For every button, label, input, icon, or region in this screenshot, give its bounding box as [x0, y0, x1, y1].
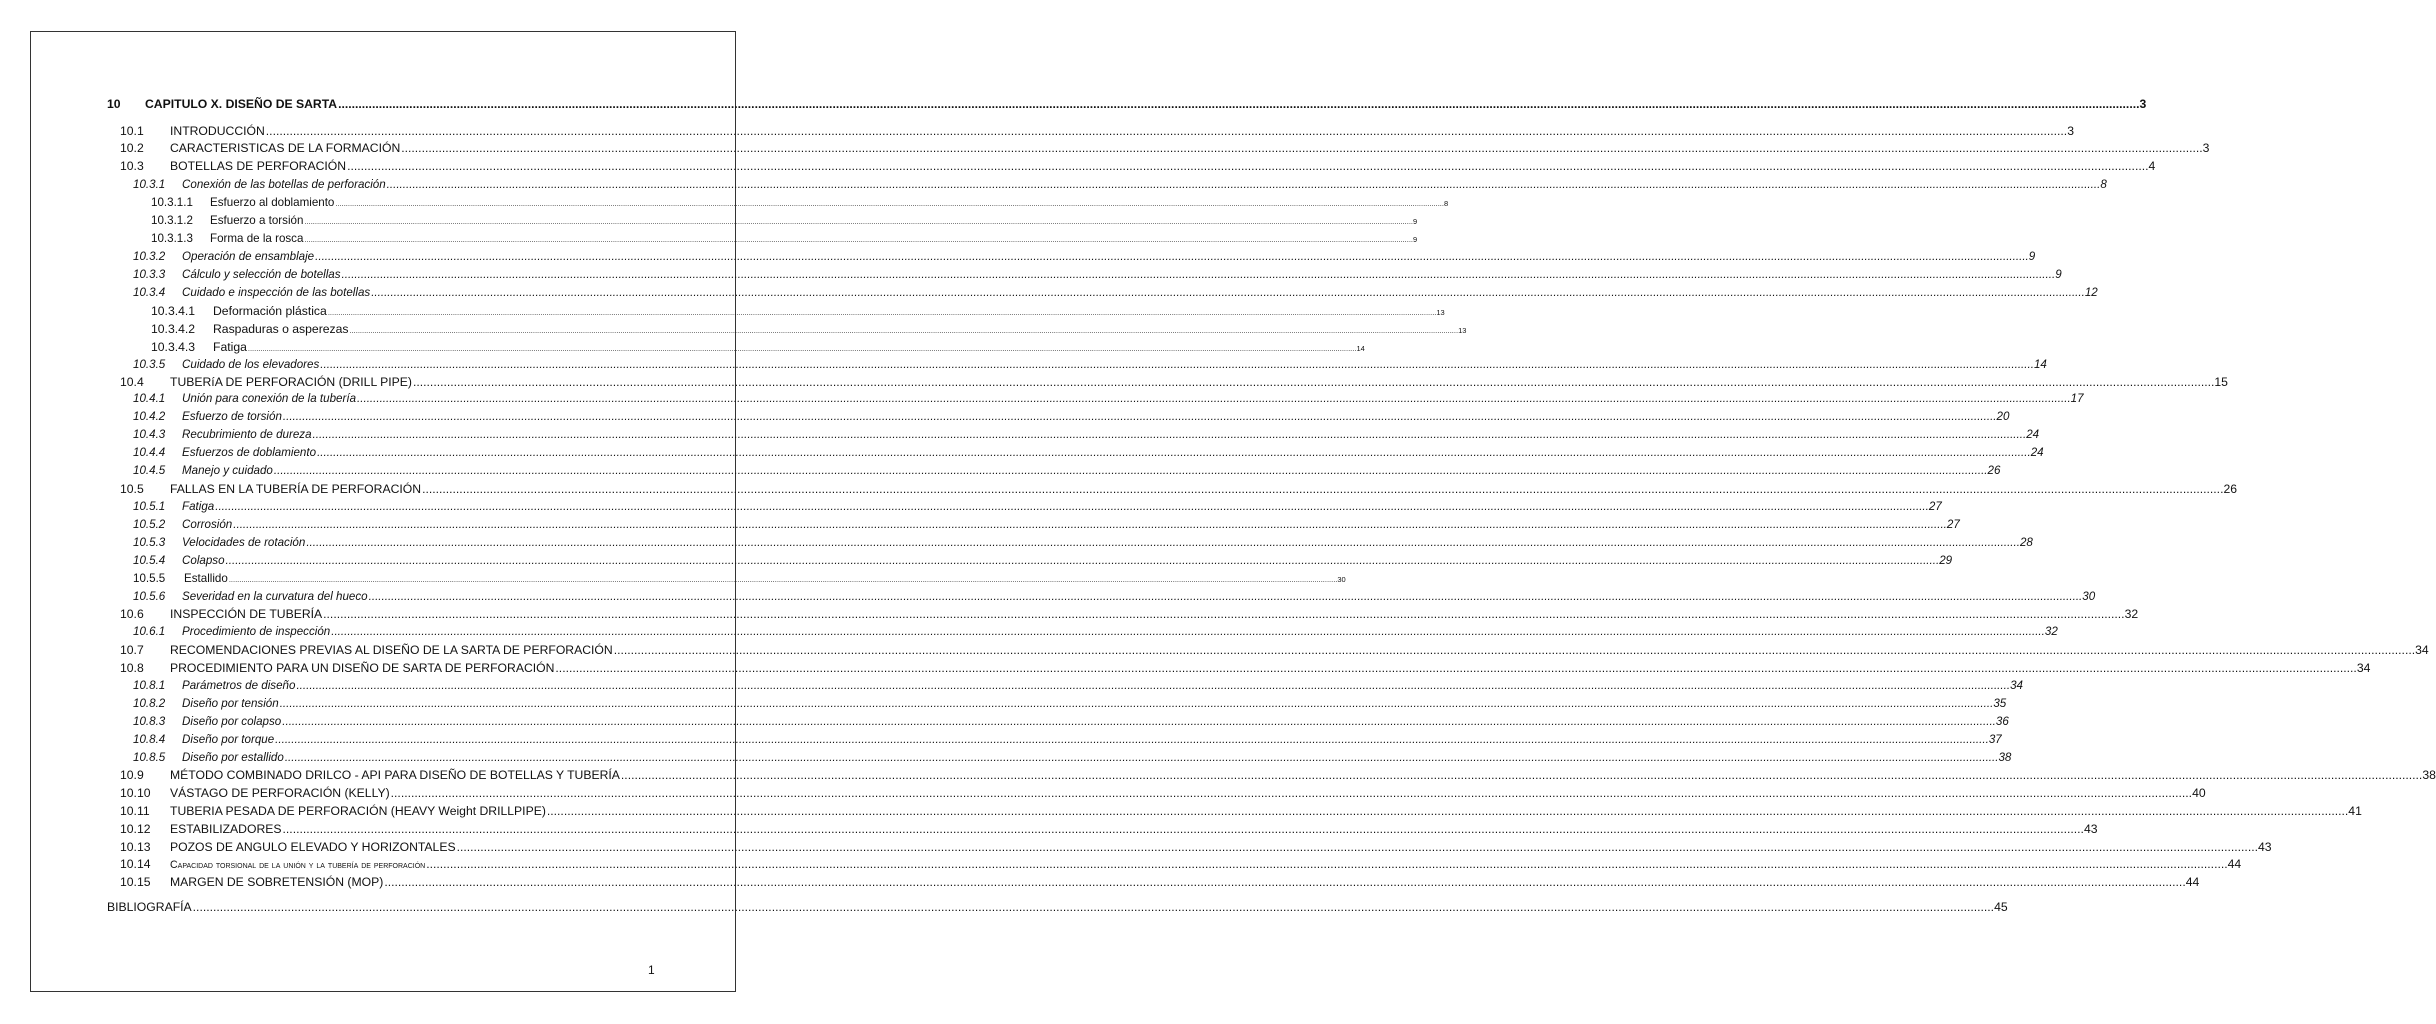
toc-entry[interactable]	[120, 875, 2200, 893]
dot-leader	[331, 625, 2045, 638]
toc-entry-page: 45	[1994, 900, 2008, 914]
toc-entry-number: 10.12	[120, 822, 151, 836]
toc-entry-page: 17	[2070, 392, 2084, 405]
toc-entry-number: 10.3.1.1	[151, 196, 193, 209]
toc-entry-title: Corrosión	[182, 518, 233, 531]
toc-entry-number: 10.14	[120, 857, 151, 871]
toc-entry-page: 3	[2202, 141, 2210, 155]
toc-entry-page: 36	[1995, 715, 2009, 728]
toc-entry-number: 10.2	[120, 141, 144, 155]
toc-entry-page: 13	[1436, 308, 1445, 317]
toc-entry-title: Estallido	[184, 572, 228, 585]
toc-entry-number: 10.5.1	[133, 500, 166, 513]
toc-entry-number: 10.1	[120, 124, 144, 138]
toc-entry-title: Cálculo y selección de botellas	[182, 268, 341, 281]
toc-entry-number: 10.5.2	[133, 518, 166, 531]
toc-entry[interactable]	[133, 250, 2036, 268]
toc-entry-page: 28	[2019, 536, 2033, 549]
dot-leader	[274, 464, 1988, 477]
toc-entry-number: 10.3.4.3	[151, 340, 196, 354]
dot-leader	[338, 97, 2139, 111]
toc-entry[interactable]	[133, 428, 2040, 446]
toc-entry-title: INSPECCIÓN DE TUBERÍA	[170, 607, 323, 621]
dot-leader	[387, 178, 2101, 191]
toc-entry[interactable]	[120, 159, 2156, 177]
toc-entry[interactable]	[133, 733, 2002, 751]
dot-leader	[426, 857, 2227, 871]
dot-leader	[215, 500, 1929, 513]
toc-entry-page: 34	[2356, 661, 2371, 675]
toc-entry-number: 10.4.1	[133, 392, 166, 405]
toc-entry-number: 10.4.5	[133, 464, 166, 477]
toc-entry[interactable]	[120, 141, 2210, 159]
dot-leader	[280, 697, 1994, 710]
toc-entry-title: Diseño por estallido	[182, 751, 284, 764]
toc-entry-title: Esfuerzos de doblamiento	[182, 446, 317, 459]
toc-entry[interactable]	[133, 715, 2009, 733]
toc-entry-title: Diseño por tensión	[182, 697, 279, 710]
toc-entry[interactable]	[133, 500, 1942, 518]
toc-entry-page: 32	[2124, 607, 2139, 621]
toc-entry-title: Esfuerzo a torsión	[210, 214, 304, 227]
toc-entry-title: Unión para conexión de la tubería	[182, 392, 357, 405]
toc-entry[interactable]	[120, 661, 2371, 679]
toc-entry-page: 20	[1996, 410, 2010, 423]
toc-entry-page: 38	[2422, 768, 2436, 782]
toc-entry[interactable]	[120, 857, 2242, 875]
dot-leader	[313, 428, 2027, 441]
toc-entry-title: BIBLIOGRAFÍA	[107, 900, 192, 914]
toc-entry-title: RECOMENDACIONES PREVIAS AL DISEÑO DE LA SARTA DE PERFORACIÓN	[170, 643, 613, 657]
toc-entry-number: 10.5.6	[133, 590, 166, 603]
dot-leader	[229, 575, 1338, 584]
toc-entry-page: 9	[2055, 268, 2062, 281]
dot-leader	[328, 308, 1437, 317]
toc-entry[interactable]	[107, 900, 2008, 918]
toc-entry-page: 9	[1413, 235, 1418, 244]
toc-entry-number: 10.8	[120, 661, 144, 675]
toc-entry[interactable]	[133, 392, 2084, 410]
toc-entry-page: 24	[2030, 446, 2044, 459]
dot-leader	[306, 536, 2020, 549]
dot-leader	[413, 375, 2214, 389]
toc-entry-title: Procedimiento de inspección	[182, 625, 331, 638]
toc-entry-title: Forma de la rosca	[210, 232, 304, 245]
toc-entry-title: Colapso	[182, 554, 225, 567]
toc-entry-page: 27	[1928, 500, 1942, 513]
toc-entry-page: 44	[2185, 875, 2200, 889]
toc-entry-number: 10.4	[120, 375, 144, 389]
dot-leader	[391, 786, 2192, 800]
toc-entry-number: 10.3.2	[133, 250, 166, 263]
toc-entry-title: Operación de ensamblaje	[182, 250, 315, 263]
toc-entry-title: Manejo y cuidado	[182, 464, 273, 477]
toc-entry-number: 10.3.4.1	[151, 304, 196, 318]
toc-entry-page: 34	[2415, 643, 2429, 657]
toc-entry-number: 10.5.5	[133, 572, 166, 585]
toc-entry[interactable]	[151, 214, 1418, 232]
dot-leader	[193, 900, 1994, 914]
toc-entry-title: TUBERIA PESADA DE PERFORACIÓN (HEAVY Weight DRILLPIPE)	[170, 804, 546, 818]
toc-entry-page: 37	[1988, 733, 2002, 746]
toc-entry-page: 38	[1998, 751, 2012, 764]
toc-entry-title: Diseño por torque	[182, 733, 275, 746]
toc-entry-number: 10.9	[120, 768, 144, 782]
toc-entry-title: Parámetros de diseño	[182, 679, 296, 692]
toc-entry-title: Conexión de las botellas de perforación	[182, 178, 386, 191]
toc-entry-number: 10.4.2	[133, 410, 166, 423]
toc-entry-page: 30	[2082, 590, 2096, 603]
toc-entry-page: 34	[2010, 679, 2023, 692]
toc-entry[interactable]	[133, 751, 2012, 769]
toc-entry-title: FALLAS EN LA TUBERÍA DE PERFORACIÓN	[170, 482, 422, 496]
dot-leader	[275, 733, 1989, 746]
toc-entry[interactable]	[120, 643, 2429, 661]
dot-leader	[335, 199, 1444, 208]
toc-entry-title: CAPITULO X. DISEÑO DE SARTA	[145, 97, 338, 111]
dot-leader	[357, 392, 2071, 405]
toc-entry-title: Esfuerzo al doblamiento	[210, 196, 335, 209]
toc-entry[interactable]	[133, 572, 1346, 590]
toc-entry[interactable]	[120, 822, 2098, 840]
toc-entry-number: 10.8.2	[133, 697, 166, 710]
toc-entry-number: 10.6.1	[133, 625, 166, 638]
toc-entry-number: 10.7	[120, 643, 144, 657]
toc-entry-title: Severidad en la curvatura del hueco	[182, 590, 368, 603]
toc-entry-title: INTRODUCCIÓN	[170, 124, 265, 138]
dot-leader	[304, 235, 1413, 244]
toc-entry-page: 9	[1413, 217, 1418, 226]
toc-entry-page: 26	[2223, 482, 2238, 496]
toc-entry[interactable]	[151, 340, 1365, 358]
toc-entry-title: Diseño por colapso	[182, 715, 282, 728]
toc-entry-number: 10.13	[120, 840, 151, 854]
toc-entry-page: 12	[2084, 286, 2098, 299]
toc-entry-page: 9	[2028, 250, 2036, 263]
toc-entry-page: 4	[2148, 159, 2156, 173]
toc-entry[interactable]	[133, 410, 2010, 428]
toc-entry-title: ESTABILIZADORES	[170, 822, 282, 836]
toc-entry-page: 24	[2026, 428, 2040, 441]
toc-entry-number: 10.3.1	[133, 178, 166, 191]
toc-entry-number: 10.3	[120, 159, 144, 173]
dot-leader	[350, 326, 1459, 335]
dot-leader	[384, 875, 2185, 889]
toc-entry[interactable]	[133, 679, 2023, 697]
dot-leader	[296, 679, 2010, 692]
toc-entry-page: 15	[2214, 375, 2228, 389]
toc-entry-title: Cuidado e inspección de las botellas	[182, 286, 371, 299]
toc-entry-title: VÁSTAGO DE PERFORACIÓN (KELLY)	[170, 786, 390, 800]
toc-entry-title: Raspaduras o asperezas	[213, 322, 349, 336]
dot-leader	[342, 268, 2056, 281]
toc-entry-number: 10.5.4	[133, 554, 166, 567]
toc-entry[interactable]	[107, 97, 2147, 115]
toc-entry-title: Velocidades de rotación	[182, 536, 306, 549]
toc-entry-page: 14	[1356, 344, 1365, 353]
toc-entry-title: CARACTERISTICAS DE LA FORMACIÓN	[170, 141, 401, 155]
toc-entry-page: 3	[2067, 124, 2074, 138]
toc-entry-page: 35	[1993, 697, 2007, 710]
toc-entry-title: TUBERíA DE PERFORACIÓN (DRILL PIPE)	[170, 375, 412, 389]
toc-entry[interactable]	[133, 697, 2007, 715]
toc-entry[interactable]	[133, 554, 1953, 572]
toc-entry-number: 10.4.4	[133, 446, 166, 459]
toc-entry-number: 10.3.5	[133, 358, 166, 371]
toc-entry-number: 10.15	[120, 875, 151, 889]
page-number: 1	[648, 963, 655, 977]
dot-leader	[226, 554, 1940, 567]
toc-entry[interactable]	[133, 446, 2044, 464]
toc-entry-title: PROCEDIMIENTO PARA UN DISEÑO DE SARTA DE PERFORACIÓN	[170, 661, 555, 675]
dot-leader	[233, 518, 1947, 531]
dot-leader	[621, 768, 2422, 782]
toc-entry-page: 13	[1458, 326, 1467, 335]
toc-entry-number: 10.6	[120, 607, 144, 621]
toc-entry-page: 29	[1939, 554, 1953, 567]
dot-leader	[282, 715, 1996, 728]
toc-entry-title: Fatiga	[213, 340, 247, 354]
dot-leader	[457, 840, 2258, 854]
toc-entry-page: 14	[2033, 358, 2047, 371]
toc-entry[interactable]	[120, 607, 2139, 625]
toc-entry[interactable]	[133, 518, 1960, 536]
toc-entry[interactable]	[151, 196, 1449, 214]
toc-entry[interactable]	[133, 625, 2058, 643]
toc-entry-number: 10.3.1.2	[151, 214, 193, 227]
dot-leader	[285, 751, 1999, 764]
toc-entry-number: 10.8.3	[133, 715, 166, 728]
toc-entry[interactable]	[151, 232, 1418, 250]
toc-entry[interactable]	[133, 358, 2047, 376]
dot-leader	[401, 141, 2202, 155]
toc-entry-number: 10.10	[120, 786, 151, 800]
toc-entry-title: MÉTODO COMBINADO DRILCO - API PARA DISEÑO DE BOTELLAS Y TUBERÍA	[170, 768, 620, 782]
toc-entry[interactable]	[133, 536, 2033, 554]
toc-entry-title: Capacidad torsional de la unión y la tubería de perforación	[170, 859, 426, 871]
dot-leader	[248, 344, 1357, 353]
dot-leader	[304, 217, 1413, 226]
toc-entry-number: 10.3.4.2	[151, 322, 196, 336]
toc-entry[interactable]	[120, 375, 2228, 393]
toc-entry[interactable]	[133, 590, 2096, 608]
toc-entry-page: 43	[2257, 840, 2272, 854]
toc-entry-page: 8	[2100, 178, 2107, 191]
toc-entry-page: 3	[2139, 97, 2147, 111]
toc-entry-title: POZOS DE ANGULO ELEVADO Y HORIZONTALES	[170, 840, 456, 854]
toc-entry-title: Recubrimiento de dureza	[182, 428, 312, 441]
toc-entry-page: 41	[2348, 804, 2362, 818]
dot-leader	[422, 482, 2223, 496]
toc-entry-title: MARGEN DE SOBRETENSIÓN (MOP)	[170, 875, 384, 889]
toc-entry-number: 10.5.3	[133, 536, 166, 549]
toc-entry[interactable]	[151, 322, 1467, 340]
toc-entry[interactable]	[133, 464, 2001, 482]
toc-entry-number: 10.3.4	[133, 286, 166, 299]
toc-entry-number: 10.5	[120, 482, 144, 496]
dot-leader	[371, 286, 2085, 299]
toc-entry[interactable]	[133, 268, 2062, 286]
toc-entry[interactable]	[133, 178, 2107, 196]
dot-leader	[555, 661, 2356, 675]
dot-leader	[347, 159, 2148, 173]
toc-entry-number: 10	[107, 97, 121, 111]
toc-entry[interactable]	[120, 482, 2238, 500]
dot-leader	[317, 446, 2031, 459]
toc-entry-number: 10.4.3	[133, 428, 166, 441]
toc-entry[interactable]	[120, 768, 2436, 786]
dot-leader	[614, 643, 2415, 657]
dot-leader	[266, 124, 2067, 138]
dot-leader	[283, 410, 1997, 423]
toc-entry[interactable]	[120, 124, 2074, 142]
toc-entry-title: Deformación plástica	[213, 304, 327, 318]
toc-entry-number: 10.8.5	[133, 751, 166, 764]
toc-entry[interactable]	[120, 840, 2272, 858]
toc-entry[interactable]	[133, 286, 2098, 304]
toc-entry-title: Esfuerzo de torsión	[182, 410, 282, 423]
toc-entry[interactable]	[151, 304, 1445, 322]
dot-leader	[323, 607, 2124, 621]
toc-entry[interactable]	[120, 786, 2206, 804]
toc-entry-number: 10.8.1	[133, 679, 166, 692]
toc-entry-page: 8	[1443, 199, 1449, 208]
dot-leader	[315, 250, 2029, 263]
toc-entry-number: 10.11	[120, 804, 150, 818]
dot-leader	[320, 358, 2034, 371]
toc-entry-number: 10.3.1.3	[151, 232, 193, 245]
toc-entry-page: 26	[1987, 464, 2001, 477]
toc-entry-page: 30	[1337, 575, 1346, 584]
toc-entry-page: 44	[2227, 857, 2242, 871]
toc-entry-page: 40	[2192, 786, 2206, 800]
dot-leader	[283, 822, 2084, 836]
dot-leader	[369, 590, 2083, 603]
dot-leader	[547, 804, 2348, 818]
toc-entry-title: BOTELLAS DE PERFORACIÓN	[170, 159, 347, 173]
toc-entry-title: Fatiga	[182, 500, 215, 513]
toc-entry-number: 10.3.3	[133, 268, 166, 281]
toc-entry-page: 43	[2083, 822, 2098, 836]
toc-entry-title: Cuidado de los elevadores	[182, 358, 320, 371]
toc-entry-page: 32	[2044, 625, 2058, 638]
toc-entry[interactable]	[120, 804, 2362, 822]
toc-entry-page: 27	[1946, 518, 1960, 531]
toc-entry-number: 10.8.4	[133, 733, 166, 746]
